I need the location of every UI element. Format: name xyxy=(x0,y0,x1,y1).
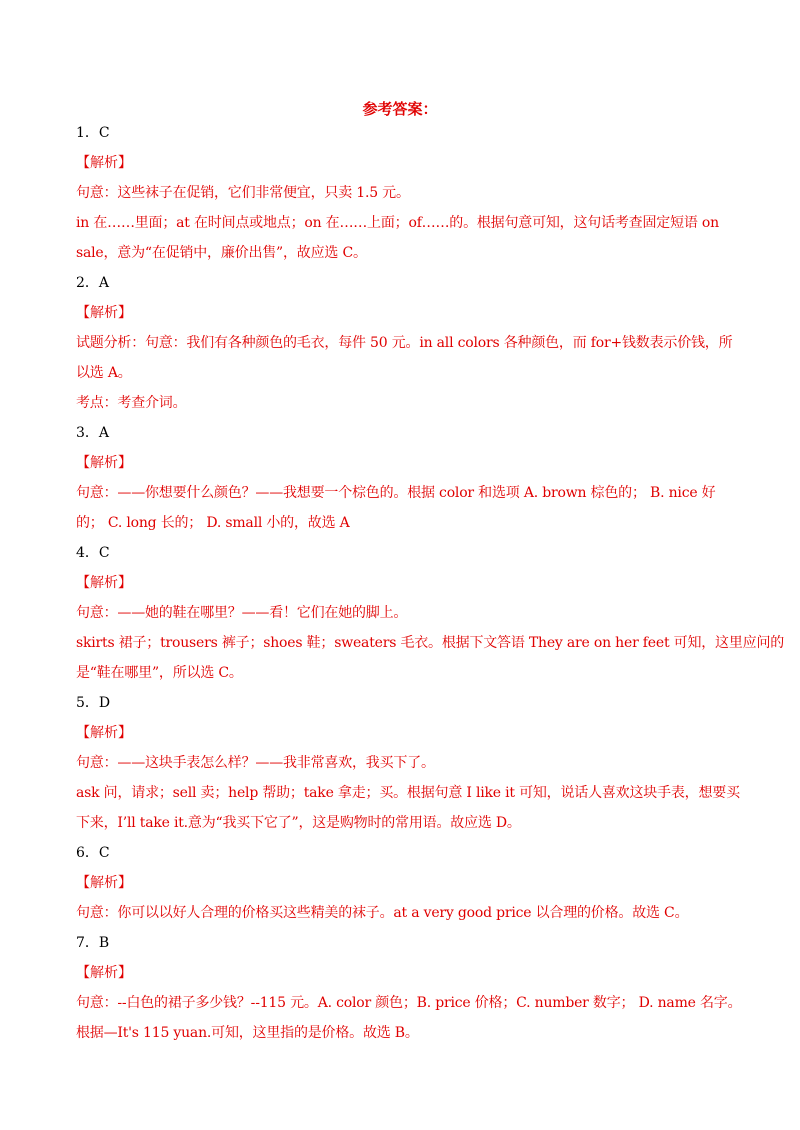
explanation-line: ask 问，请求；sell 卖；help 帮助；take 拿走；买。根据句意 I like it 可知，说话人喜欢这块手表，想要买 xyxy=(76,785,740,801)
answer-block xyxy=(76,268,733,418)
answer-number: 2．A xyxy=(76,275,110,291)
answer-block xyxy=(76,118,726,268)
answer-number: 7．B xyxy=(76,935,110,951)
explanation-line: 句意：你可以以好人合理的价格买这些精美的袜子。at a very good price 以合理的价格。故选 C。 xyxy=(76,905,689,921)
answer-number: 6．C xyxy=(76,845,110,861)
explanation-line: 下来，I’ll take it.意为“我买下它了”，这是购物时的常用语。故应选 D。 xyxy=(76,815,521,831)
explanation-line: 以选 A。 xyxy=(76,365,132,381)
explanation-line: 句意：这些袜子在促销，它们非常便宜，只卖 1.5 元。 xyxy=(76,185,410,201)
explanation-line: 是“鞋在哪里”，所以选 C。 xyxy=(76,665,243,681)
analysis-tag: 【解析】 xyxy=(76,965,132,981)
explanation-line: 的； C. long 长的； D. small 小的，故选 A xyxy=(76,515,350,531)
answer-number: 4．C xyxy=(76,545,110,561)
explanation-line: 句意：--白色的裙子多少钱？--115 元。A. color 颜色；B. price 价格；C. number 数字； D. name 名字。 xyxy=(76,995,742,1011)
answer-block xyxy=(76,688,740,838)
analysis-tag: 【解析】 xyxy=(76,455,132,471)
explanation-line: 句意：——这块手表怎么样？——我非常喜欢，我买下了。 xyxy=(76,755,435,771)
explanation-line: 考点：考查介词。 xyxy=(76,395,187,411)
analysis-tag: 【解析】 xyxy=(76,305,132,321)
answer-block xyxy=(76,538,785,688)
answer-number: 1．C xyxy=(76,125,110,141)
analysis-tag: 【解析】 xyxy=(76,575,132,591)
analysis-tag: 【解析】 xyxy=(76,155,132,171)
answer-number: 3．A xyxy=(76,425,110,441)
explanation-line: 根据—It's 115 yuan.可知，这里指的是价格。故选 B。 xyxy=(76,1025,419,1041)
answer-block xyxy=(76,418,726,538)
explanation-line: 句意：——你想要什么颜色？——我想要一个棕色的。根据 color 和选项 A. brown 棕色的； B. nice 好 xyxy=(76,485,716,501)
answer-list xyxy=(76,118,785,1048)
analysis-tag: 【解析】 xyxy=(76,725,132,741)
answer-number: 5．D xyxy=(76,695,111,711)
answer-block xyxy=(76,928,742,1048)
explanation-line: skirts 裙子；trousers 裤子；shoes 鞋；sweaters 毛衣。根据下文答语 They are on her feet 可知，这里应问的 xyxy=(76,635,785,651)
explanation-line: sale，意为“在促销中，廉价出售”，故应选 C。 xyxy=(76,245,367,261)
explanation-line: 句意：——她的鞋在哪里？——看！它们在她的脚上。 xyxy=(76,605,408,621)
explanation-line: 试题分析：句意：我们有各种颜色的毛衣，每件 50 元。in all colors 各种颜色，而 for+钱数表示价钱，所 xyxy=(76,335,733,351)
answer-block xyxy=(76,838,726,928)
analysis-tag: 【解析】 xyxy=(76,875,132,891)
page-title: 参考答案： xyxy=(362,100,438,118)
explanation-line: in 在……里面；at 在时间点或地点；on 在……上面；of……的。根据句意可知，这句话考查固定短语 on xyxy=(76,215,719,231)
